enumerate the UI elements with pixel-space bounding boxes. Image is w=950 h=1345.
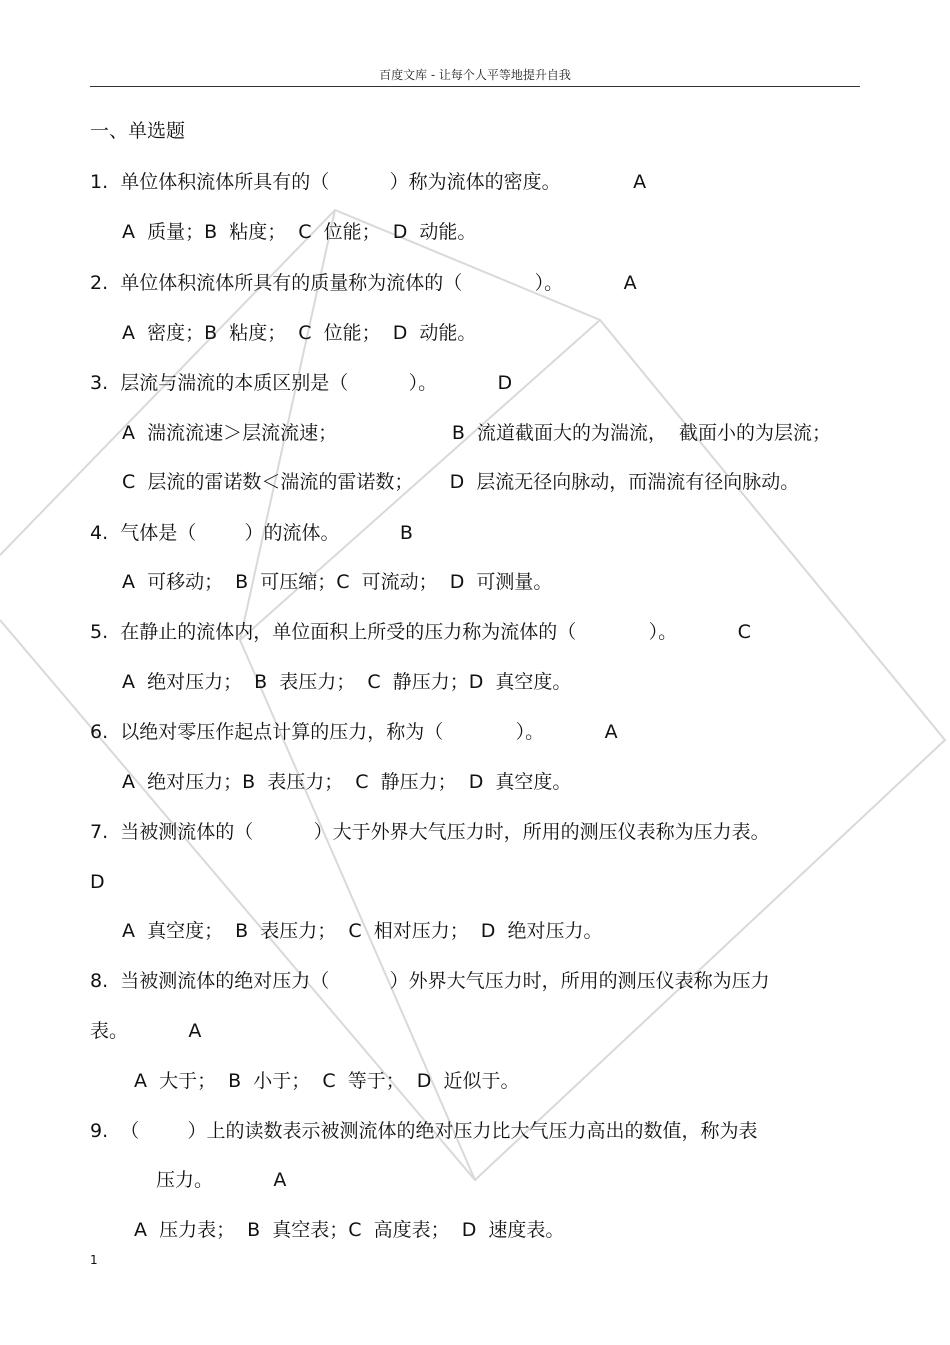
question-line: 7. 当被测流体的（ ）大于外界大气压力时，所用的测压仪表称为压力表。 <box>90 821 770 843</box>
question-line: A 湍流流速＞层流流速； B 流道截面大的为湍流， 截面小的为层流； <box>122 422 832 444</box>
question-line: 压力。 A <box>156 1169 287 1191</box>
header-divider <box>90 86 860 87</box>
question-line: 3. 层流与湍流的本质区别是（ ）。 D <box>90 372 513 394</box>
question-line: 4. 气体是（ ）的流体。 B <box>90 522 413 544</box>
question-line: 2. 单位体积流体所具有的质量称为流体的（ ）。 A <box>90 272 637 294</box>
question-line: 1. 单位体积流体所具有的（ ）称为流体的密度。 A <box>90 171 647 193</box>
question-line: A 可移动； B 可压缩；C 可流动； D 可测量。 <box>122 571 553 593</box>
page-number: 1 <box>90 1253 98 1267</box>
question-line: A 大于； B 小于； C 等于； D 近似于。 <box>134 1070 520 1092</box>
question-line: 5. 在静止的流体内，单位面积上所受的压力称为流体的（ ）。 C <box>90 621 751 643</box>
question-line: 8. 当被测流体的绝对压力（ ）外界大气压力时，所用的测压仪表称为压力 <box>90 970 770 992</box>
question-line: A 真空度； B 表压力； C 相对压力； D 绝对压力。 <box>122 920 603 942</box>
question-line: 表。 A <box>90 1020 202 1042</box>
section-title: 一、单选题 <box>90 120 186 142</box>
question-line: 6. 以绝对零压作起点计算的压力，称为（ ）。 A <box>90 721 618 743</box>
question-line: A 压力表； B 真空表；C 高度表； D 速度表。 <box>134 1219 565 1241</box>
question-line: A 绝对压力；B 表压力； C 静压力； D 真空度。 <box>122 771 572 793</box>
page-header: 百度文库 - 让每个人平等地提升自我 <box>379 68 571 82</box>
question-line: C 层流的雷诺数＜湍流的雷诺数； D 层流无径向脉动，而湍流有径向脉动。 <box>122 471 800 493</box>
question-line: A 密度；B 粘度； C 位能； D 动能。 <box>122 322 477 344</box>
question-line: A 质量；B 粘度； C 位能； D 动能。 <box>122 221 477 243</box>
question-line: D <box>90 871 105 893</box>
question-line: 9. （ ）上的读数表示被测流体的绝对压力比大气压力高出的数值，称为表 <box>90 1120 758 1142</box>
question-line: A 绝对压力； B 表压力； C 静压力；D 真空度。 <box>122 671 572 693</box>
